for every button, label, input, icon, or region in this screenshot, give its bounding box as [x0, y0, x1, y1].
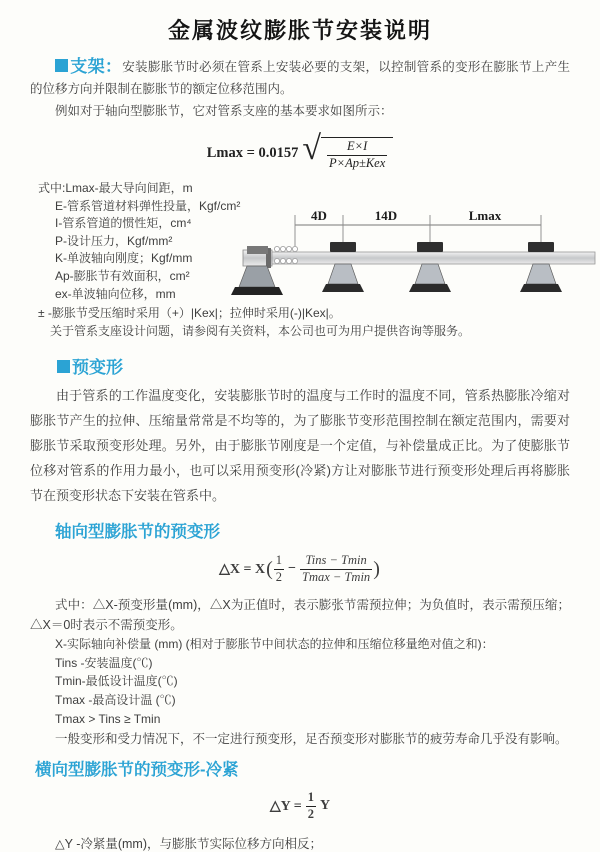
sqrt-body	[321, 137, 393, 171]
close-paren: )	[373, 557, 380, 580]
page-title: 金属波纹膨胀节安装说明	[167, 18, 432, 43]
sqrt-expression	[302, 130, 393, 171]
temperature-fraction	[300, 553, 372, 585]
formula-lhs: Lmax = 0.0157	[206, 144, 299, 161]
variable-definition: Tmax -最高设计温 (℃)	[55, 692, 176, 707]
guide-support	[520, 242, 562, 292]
fraction-numerator: E×I	[347, 139, 368, 154]
support-section-heading: 支架：	[70, 57, 123, 76]
axial-predeform-heading: 轴向型膨胀节的预变形	[55, 523, 220, 542]
formula-lhs: △Y =	[269, 798, 302, 814]
definition-item: E-管系管道材料弹性投量，Kgf/cm²	[55, 198, 241, 213]
radical-sign: √	[302, 130, 322, 168]
lateral-predeform-formula	[0, 789, 600, 823]
fraction-numerator: 1	[307, 790, 314, 804]
dim-label-4d: 4D	[311, 208, 327, 223]
open-paren: (	[266, 557, 273, 580]
variable-definition: Tmin-最低设计温度(℃)	[55, 674, 178, 689]
pipe-support-diagram	[243, 205, 595, 307]
definition-item: Ap-膨胀节有效面积，cm²	[55, 268, 190, 283]
support-intro-text: 安装膨胀节时必须在管系上安装必要的支架，以控制管系的变形在膨胀节上产生的位移方向并限制在膨胀节的额定位移范围内。	[30, 60, 570, 96]
definition-item: P-设计压力，Kgf/mm²	[55, 233, 173, 248]
fraction-numerator: 1	[275, 553, 283, 568]
minus-operator: −	[288, 561, 297, 577]
definition-item: I-管系管道的惯性矩，cm⁴	[55, 216, 192, 231]
definition-item: K-单波轴向刚度；Kgf/mm	[55, 251, 193, 266]
lateral-predeform-heading: 横向型膨胀节的预变形-冷紧	[35, 761, 239, 780]
guide-spacing-formula	[0, 132, 600, 174]
variable-definition: Tins -安装温度(℃)	[55, 655, 153, 670]
fraction-denominator: Tmax − Tmin	[302, 569, 371, 584]
section-marker-icon	[57, 360, 70, 373]
variable-definition: X-实际轴向补偿量 (mm) (相对于膨胀节中间状态的拉伸和压缩位移量绝对值之和)：	[55, 637, 494, 652]
fraction-denominator: 2	[275, 569, 283, 584]
section-marker-icon	[55, 59, 68, 72]
cold-tightening-note: △Y -冷紧量(mm)，与膨胀节实际位移方向相反；	[55, 837, 323, 852]
support-example-line: 例如对于轴向型膨胀节，它对管系支座的基本要求如图所示：	[55, 104, 393, 118]
formula-rhs: Y	[319, 798, 331, 814]
half-fraction	[306, 790, 316, 822]
support-intro-paragraph	[30, 56, 570, 100]
axial-predeform-formula	[0, 550, 600, 588]
formula-lhs: △X = X	[219, 561, 266, 577]
main-pipe	[272, 252, 595, 264]
fraction-denominator: P×Ap±Kex	[329, 156, 386, 170]
guide-support	[409, 242, 451, 292]
general-note: 一般变形和受力情况下，不一定进行预变形，足否预变形对膨胀节的疲劳寿命几乎没有影响。	[55, 732, 568, 747]
predeform-heading: 预变形	[72, 358, 123, 378]
definition-intro: 式中:Lmax-最大导向间距，m	[38, 181, 193, 195]
document-page	[0, 14, 600, 852]
fraction-denominator: 2	[307, 806, 314, 821]
service-note: 关于管系支座设计问题，请参阅有关资料，本公司也可为用户提供咨询等服务。	[50, 324, 471, 339]
predeform-paragraph: 由于管系的工作温度变化，安装膨胀节时的温度与工作时的温度不同，管系热膨胀冷缩对膨胀节产生的拉伸、压缩量常常是不均等的，为了膨胀节变形范围控制在额定范围内，需要对膨胀节采取预变形处理。另外，由于膨胀节刚度是一个定值，与补偿量成正比。为了使膨胀节位移对管系的作用力最小，也可以采用预变形(冷紧)方让对膨胀节进行预变形处理后再将膨胀节在预变形状态下安装在管系中。	[30, 388, 570, 504]
definition-item: ex-单波轴向位移，mm	[55, 286, 176, 301]
formula-fraction	[327, 139, 387, 171]
axial-formula-explain: 式中：△X-预变形量(mm)，△X为正值时，表示膨张节需预拉伸；为负值时，表示需预压缩；△X＝0时表示不需预变形。	[30, 598, 570, 632]
sign-note: ± -膨胀节受压缩时采用（+）|Kex|；拉伸时采用(-)|Kex|。	[38, 306, 341, 321]
fraction-numerator: Tins − Tmin	[305, 553, 367, 568]
dim-label-14d: 14D	[374, 208, 398, 223]
guide-support	[322, 242, 364, 292]
half-fraction	[274, 553, 284, 585]
temperature-inequality: Tmax > Tins ≥ Tmin	[55, 711, 161, 726]
predeform-section-header	[57, 353, 600, 378]
dim-label-lmax: Lmax	[468, 208, 502, 223]
